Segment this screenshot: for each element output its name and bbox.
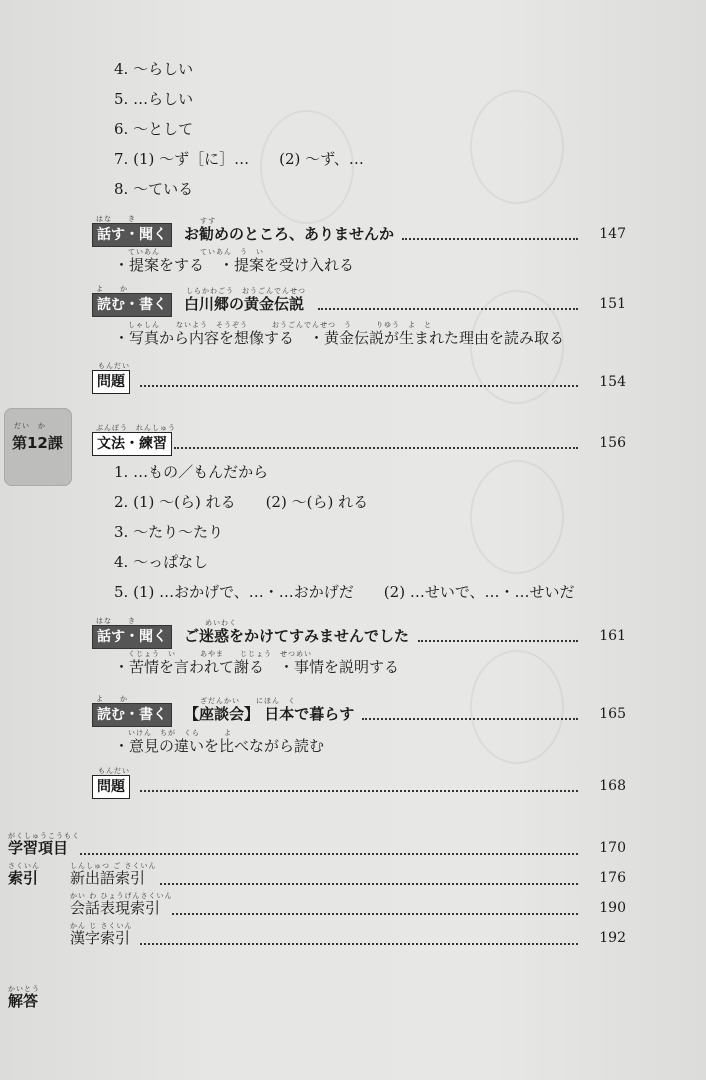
learning-points: ・写真から内容を想像する ・黄金伝説が生まれた理由を読み取る xyxy=(114,329,565,347)
badge-ruby: よ か xyxy=(96,695,128,703)
entry-title: お勧めのところ、ありませんか xyxy=(184,225,395,243)
page-number: 156 xyxy=(599,435,626,451)
ruby: がくしゅうこうもく xyxy=(8,832,80,840)
page-number: 190 xyxy=(599,900,626,916)
ruby: かん じ さくいん xyxy=(70,922,133,930)
leader-dots xyxy=(418,640,578,642)
badge-ruby: はな き xyxy=(96,617,136,625)
show-through-portrait xyxy=(470,90,564,204)
leader-dots xyxy=(362,718,578,720)
grammar-item: 7. (1) 〜ず［に］… (2) 〜ず、… xyxy=(114,150,364,168)
ruby: さくいん xyxy=(8,862,40,870)
leader-dots xyxy=(140,943,578,945)
grammar-item: 5. (1) …おかげで、…・…おかげだ (2) …せいで、…・…せいだ xyxy=(114,583,575,601)
reading-writing-badge: 読む・書く xyxy=(92,293,172,317)
badge-ruby: よ か xyxy=(96,285,128,293)
kanji-index-label: 漢字索引 xyxy=(70,929,131,947)
badge-ruby: もんだい xyxy=(98,362,130,370)
badge-ruby: もんだい xyxy=(98,767,130,775)
learning-points: ・苦情を言われて謝る ・事情を説明する xyxy=(114,658,400,676)
grammar-item: 8. 〜ている xyxy=(114,180,194,198)
title-ruby: めいわく xyxy=(205,619,237,627)
show-through-portrait xyxy=(470,460,564,574)
title-ruby: しらかわごう おうごんでんせつ xyxy=(186,287,306,295)
page-number: 161 xyxy=(599,628,626,644)
points-ruby: いけん ちが くら よ xyxy=(128,729,232,737)
leader-dots xyxy=(160,883,578,885)
leader-dots xyxy=(140,790,578,792)
points-ruby: しゃしん ないよう そうぞう おうごんでんせつ う りゆう よ と xyxy=(128,321,432,329)
leader-dots xyxy=(318,308,578,310)
lesson-label: 第12課 xyxy=(12,434,63,452)
problems-badge: 問題 xyxy=(92,370,130,394)
page-number: 147 xyxy=(599,226,626,242)
vocab-index-label: 新出語索引 xyxy=(70,869,146,887)
show-through-portrait xyxy=(470,650,564,764)
leader-dots xyxy=(80,853,578,855)
lesson-ruby: だい か xyxy=(14,422,46,430)
speaking-listening-badge: 話す・聞く xyxy=(92,625,172,649)
learning-points: ・提案をする ・提案を受け入れる xyxy=(114,256,355,274)
points-ruby: くじょう い あやま じじょう せつめい xyxy=(128,650,312,658)
leader-dots xyxy=(172,913,578,915)
ruby: かい わ ひょうげんさくいん xyxy=(70,892,173,900)
speaking-listening-badge: 話す・聞く xyxy=(92,223,172,247)
entry-title: 【座談会】 日本で暮らす xyxy=(184,705,355,723)
leader-dots xyxy=(402,238,578,240)
problems-badge: 問題 xyxy=(92,775,130,799)
badge-ruby: はな き xyxy=(96,215,136,223)
page-number: 165 xyxy=(599,706,626,722)
page-number: 154 xyxy=(599,374,626,390)
learning-points: ・意見の違いを比べながら読む xyxy=(114,737,325,755)
conversation-index-label: 会話表現索引 xyxy=(70,899,161,917)
page-number: 168 xyxy=(599,778,626,794)
page-number: 176 xyxy=(599,870,626,886)
grammar-item: 1. …もの／もんだから xyxy=(114,463,269,481)
ruby: しんしゅつ ご さくいん xyxy=(70,862,157,870)
entry-title: ご迷惑をかけてすみませんでした xyxy=(184,627,410,645)
entry-title: 白川郷の黄金伝説 xyxy=(184,295,305,313)
grammar-item: 4. 〜らしい xyxy=(114,60,194,78)
grammar-item: 5. …らしい xyxy=(114,90,194,108)
reading-writing-badge: 読む・書く xyxy=(92,703,172,727)
title-ruby: すす xyxy=(200,217,217,225)
grammar-item: 3. 〜たり〜たり xyxy=(114,523,224,541)
title-ruby: ざだんかい にほん く xyxy=(200,697,296,705)
leader-dots xyxy=(174,447,578,449)
page-number: 170 xyxy=(599,840,626,856)
grammar-practice-badge: 文法・練習 xyxy=(92,432,172,456)
grammar-item: 4. 〜っぱなし xyxy=(114,553,209,571)
leader-dots xyxy=(140,385,578,387)
badge-ruby: ぶんぽう れんしゅう xyxy=(96,424,176,432)
answers-heading: 解答 xyxy=(8,992,39,1010)
page-number: 192 xyxy=(599,930,626,946)
index-heading: 索引 xyxy=(8,869,39,887)
points-ruby: ていあん ていあん う い xyxy=(128,248,264,256)
grammar-item: 2. (1) 〜(ら) れる (2) 〜(ら) れる xyxy=(114,493,369,511)
page-number: 151 xyxy=(599,296,626,312)
ruby: かいとう xyxy=(8,985,40,993)
grammar-item: 6. 〜として xyxy=(114,120,194,138)
study-items-heading: 学習項目 xyxy=(8,839,69,857)
